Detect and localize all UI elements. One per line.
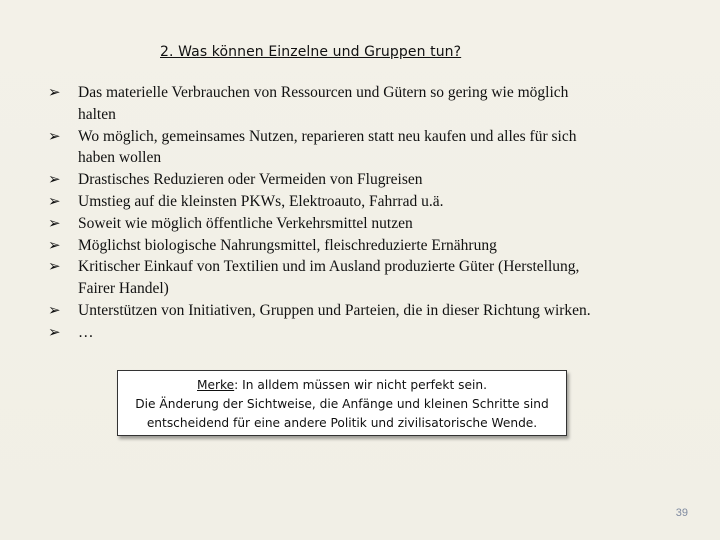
- arrow-bullet-icon: ➢: [48, 83, 61, 101]
- bullet-list: [48, 82, 688, 344]
- bullet-item: [48, 235, 688, 257]
- bullet-text-line: …: [78, 323, 94, 341]
- arrow-bullet-icon: ➢: [48, 257, 61, 276]
- bullet-text-line: Drastisches Reduzieren oder Vermeiden von Flugreisen: [78, 171, 423, 189]
- bullet-item: [48, 82, 688, 126]
- bullet-text-line: Soweit wie möglich öffentliche Verkehrsmittel nutzen: [78, 214, 413, 232]
- bullet-text-line: Unterstützen von Initiativen, Gruppen und Parteien, die in dieser Richtung wirken.: [78, 301, 591, 319]
- bullet-text-line: Möglichst biologische Nahrungsmittel, fleischreduzierte Ernährung: [78, 236, 497, 254]
- bullet-item: [48, 322, 688, 344]
- note-box: [117, 370, 567, 436]
- note-line-1-text: : In alldem müssen wir nicht perfekt sein.: [234, 378, 487, 392]
- bullet-text-line: Umstieg auf die kleinsten PKWs, Elektroauto, Fahrrad u.ä.: [78, 192, 444, 210]
- bullet-item: [48, 169, 688, 191]
- arrow-bullet-icon: ➢: [48, 191, 61, 210]
- bullet-item: [48, 300, 688, 322]
- arrow-bullet-icon: ➢: [48, 213, 61, 232]
- arrow-bullet-icon: ➢: [48, 322, 61, 341]
- arrow-bullet-icon: ➢: [48, 300, 61, 319]
- note-line-2: Die Änderung der Sichtweise, die Anfänge und kleinen Schritte sind: [135, 397, 549, 411]
- bullet-item: [48, 256, 688, 300]
- bullet-item: [48, 213, 688, 235]
- bullet-text-line: Fairer Handel): [78, 280, 169, 298]
- note-line-1: [118, 376, 566, 395]
- arrow-bullet-icon: ➢: [48, 235, 61, 254]
- arrow-bullet-icon: ➢: [48, 126, 61, 145]
- bullet-text-line: Kritischer Einkauf von Textilien und im Ausland produzierte Güter (Herstellung,: [78, 258, 580, 276]
- bullet-item: [48, 191, 688, 213]
- bullet-text-line: Wo möglich, gemeinsames Nutzen, reparieren statt neu kaufen und alles für sich: [78, 127, 577, 145]
- bullet-text-line: haben wollen: [78, 149, 162, 167]
- arrow-bullet-icon: ➢: [48, 170, 61, 189]
- note-line-3: entscheidend für eine andere Politik und zivilisatorische Wende.: [146, 416, 538, 430]
- bullet-text-line: halten: [78, 105, 116, 123]
- note-label: Merke: [197, 378, 235, 392]
- bullet-text-line: Das materielle Verbrauchen von Ressourcen und Gütern so gering wie möglich: [78, 84, 569, 101]
- slide-heading: 2. Was können Einzelne und Gruppen tun?: [160, 44, 462, 60]
- bullet-item: [48, 126, 688, 170]
- page-number: 39: [675, 507, 688, 519]
